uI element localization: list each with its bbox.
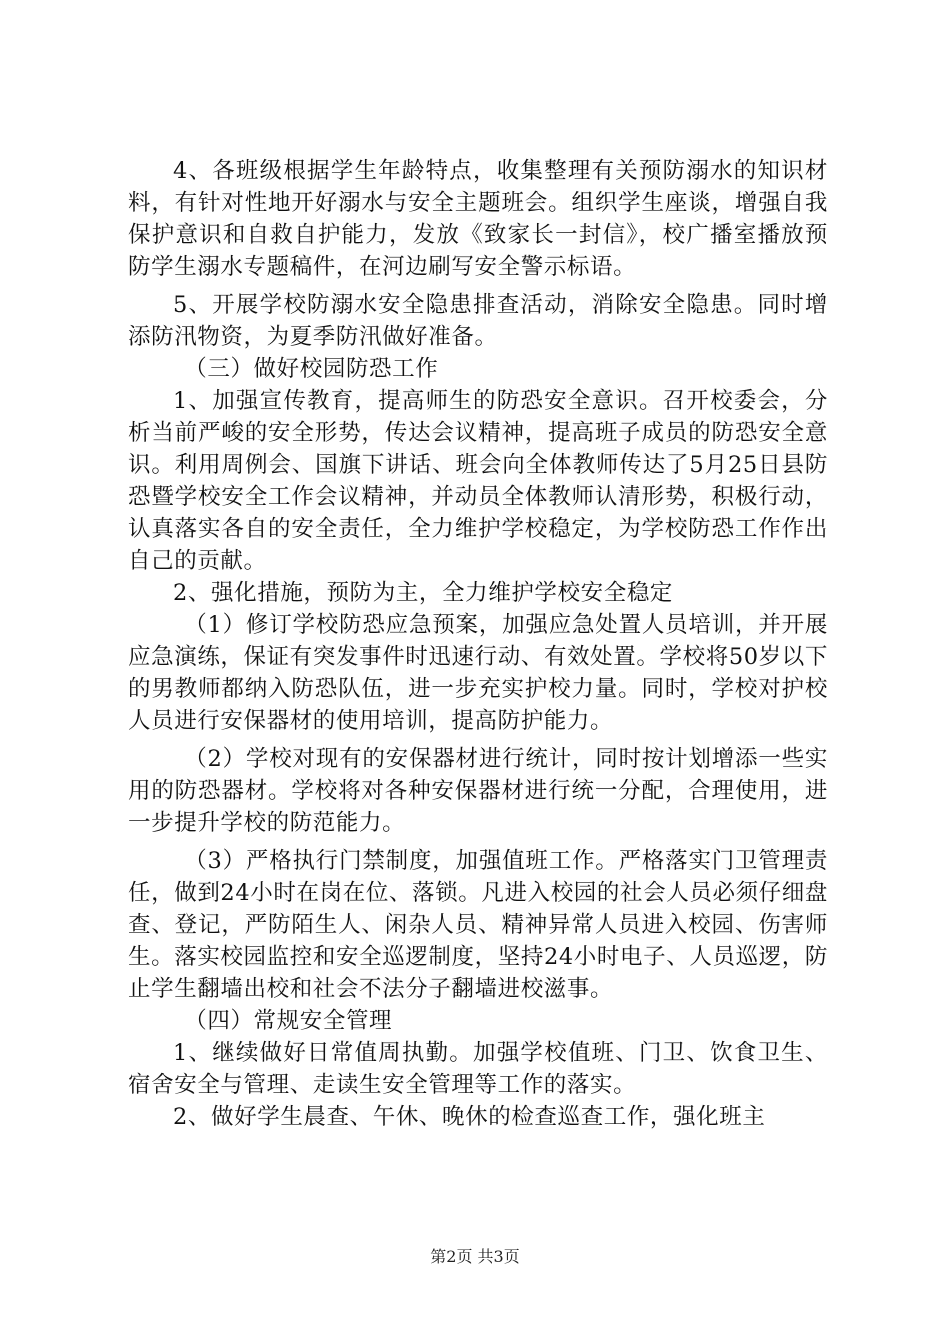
paragraph-item-4: 4、各班级根据学生年龄特点，收集整理有关预防溺水的知识材料，有针对性地开好溺水与安全主题班会。组织学生座谈，增强自我保护意识和自救自护能力，发放《致家长一封信》，校广播室播放预防学生溺水专题稿件，在河边刷写安全警示标语。 [128,158,828,280]
paragraph-sub-3: （3）严格执行门禁制度，加强值班工作。严格落实门卫管理责任，做到24小时在岗在位、落锁。凡进入校园的社会人员必须仔细盘查、登记，严防陌生人、闲杂人员、精神异常人员进入校园、伤害师生。落实校园监控和安全巡逻制度，坚持24小时电子、人员巡逻，防止学生翻墙出校和社会不法分子翻墙进校滋事。 [128,848,828,1002]
paragraph-duty: 1、继续做好日常值周执勤。加强学校值班、门卫、饮食卫生、宿舍安全与管理、走读生安全管理等工作的落实。 [128,1040,828,1098]
paragraph-awareness: 1、加强宣传教育，提高师生的防恐安全意识。召开校委会，分析当前严峻的安全形势，传达会议精神，提高班子成员的防恐安全意识。利用周例会、国旗下讲话、班会向全体教师传达了5月25日县防恐暨学校安全工作会议精神，并动员全体教师认清形势，积极行动，认真落实各自的安全责任，全力维护学校稳定，为学校防恐工作作出自己的贡献。 [128,388,828,574]
section-heading-3: （三）做好校园防恐工作 [184,356,439,382]
paragraph-measures: 2、强化措施，预防为主，全力维护学校安全稳定 [173,580,674,606]
paragraph-sub-2: （2）学校对现有的安保器材进行统计，同时按计划增添一些实用的防恐器材。学校将对各种安保器材进行统一分配，合理使用，进一步提升学校的防范能力。 [128,746,828,836]
paragraph-item-5: 5、开展学校防溺水安全隐患排查活动，消除安全隐患。同时增添防汛物资，为夏季防汛做好准备。 [128,292,828,350]
paragraph-checks: 2、做好学生晨查、午休、晚休的检查巡查工作，强化班主 [173,1104,766,1130]
paragraph-sub-1: （1）修订学校防恐应急预案，加强应急处置人员培训，并开展应急演练，保证有突发事件时迅速行动、有效处置。学校将50岁以下的男教师都纳入防恐队伍，进一步充实护校力量。同时，学校对护校人员进行安保器材的使用培训，提高防护能力。 [128,612,828,734]
page-footer: 第2页 共3页 [430,1247,520,1266]
document-body [128,155,828,1133]
section-heading-4: （四）常规安全管理 [184,1008,393,1034]
